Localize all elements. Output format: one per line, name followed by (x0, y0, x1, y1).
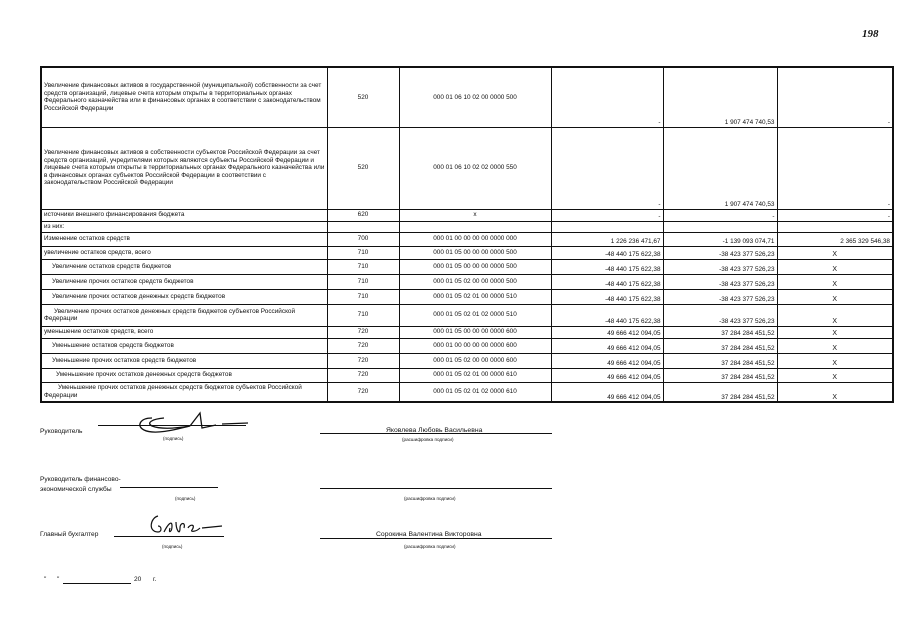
row-kbk: 000 01 05 00 00 00 0000 600 (399, 326, 551, 338)
head-sign-caption: (подпись) (163, 436, 184, 441)
row-kbk: 000 01 05 02 00 00 0000 600 (399, 353, 551, 368)
row-name: Уменьшение прочих остатков денежных средств бюджетов субъектов Российской Федерации (41, 382, 327, 402)
row-name: Увеличение прочих остатков средств бюджетов (41, 274, 327, 289)
row-kbk: 000 01 00 00 00 00 0000 600 (399, 338, 551, 353)
table-row (41, 274, 893, 289)
row-code: 720 (327, 338, 399, 353)
row-exec: -1 139 093 074,71 (663, 232, 777, 246)
table-row (41, 368, 893, 382)
row-name: увеличение остатков средств, всего (41, 246, 327, 259)
page-number: 198 (862, 28, 879, 40)
signature-scribble-head (130, 410, 250, 438)
row-name: Уменьшение прочих остатков денежных средств бюджетов (41, 368, 327, 382)
table-row (41, 232, 893, 246)
table-row (41, 326, 893, 338)
table-row (41, 246, 893, 259)
row-name: Уменьшение остатков средств бюджетов (41, 338, 327, 353)
row-exec: 37 284 284 451,52 (663, 368, 777, 382)
row-exec: 37 284 284 451,52 (663, 338, 777, 353)
chief-name-line (320, 538, 552, 539)
row-exec: 1 907 474 740,53 (663, 67, 777, 127)
row-name: уменьшение остатков средств, всего (41, 326, 327, 338)
row-plan: - (551, 209, 663, 221)
row-name: Увеличение финансовых активов в собственности субъектов Российской Федерации за счет средств организаций, учредителями которых являются субъекты Российской Федерации и лицевые счета которым открыты в территориальных органах Федерального казначейства или в финансовых органах субъектов Российской Федерации в соответствии с законодательством Российской Федерации (41, 127, 327, 209)
signature-scribble-chief (140, 510, 230, 542)
row-code: 720 (327, 353, 399, 368)
row-exec: 37 284 284 451,52 (663, 382, 777, 402)
row-code: 710 (327, 259, 399, 274)
row-exec: -38 423 377 526,23 (663, 246, 777, 259)
fin-name-line (320, 488, 552, 489)
chief-sign-caption: (подпись) (162, 544, 183, 549)
fin-name-caption: (расшифровка подписи) (404, 496, 456, 501)
head-name-caption: (расшифровка подписи) (402, 437, 454, 442)
row-exec: 37 284 284 451,52 (663, 326, 777, 338)
row-kbk (399, 221, 551, 232)
row-plan: -48 440 175 622,38 (551, 246, 663, 259)
fin-sign-line (120, 487, 218, 488)
sources-table (40, 66, 894, 403)
row-exec: -38 423 377 526,23 (663, 289, 777, 304)
row-plan (551, 221, 663, 232)
row-exec: -38 423 377 526,23 (663, 259, 777, 274)
row-code: 720 (327, 326, 399, 338)
table-row (41, 209, 893, 221)
row-name: Изменение остатков средств (41, 232, 327, 246)
row-code: 710 (327, 246, 399, 259)
row-unexec: X (777, 382, 893, 402)
table-row (41, 259, 893, 274)
row-unexec: - (777, 67, 893, 127)
row-unexec: X (777, 246, 893, 259)
chief-name-caption: (расшифровка подписи) (404, 544, 456, 549)
row-unexec: X (777, 289, 893, 304)
row-kbk: 000 01 05 00 00 00 0000 500 (399, 246, 551, 259)
row-unexec: X (777, 368, 893, 382)
row-kbk: 000 01 05 00 00 00 0000 500 (399, 259, 551, 274)
table-row (41, 338, 893, 353)
row-name: Увеличение прочих остатков денежных средств бюджетов субъектов Российской Федерации (41, 304, 327, 326)
row-plan: 49 666 412 094,05 (551, 368, 663, 382)
row-plan: -48 440 175 622,38 (551, 304, 663, 326)
row-kbk: 000 01 06 10 02 02 0000 550 (399, 127, 551, 209)
table-row (41, 382, 893, 402)
table-row (41, 221, 893, 232)
row-plan: - (551, 67, 663, 127)
row-name: источники внешнего финансирования бюджета (41, 209, 327, 221)
row-exec: -38 423 377 526,23 (663, 304, 777, 326)
row-unexec: 2 365 329 546,38 (777, 232, 893, 246)
row-plan: -48 440 175 622,38 (551, 259, 663, 274)
row-code: 720 (327, 382, 399, 402)
table-row (41, 304, 893, 326)
head-label: Руководитель (40, 428, 83, 435)
row-plan: 1 226 236 471,67 (551, 232, 663, 246)
chief-name: Сорокина Валентина Викторовна (376, 531, 482, 538)
fin-label-1: Руководитель финансово- (40, 476, 121, 483)
row-unexec: X (777, 326, 893, 338)
date-month-line (63, 583, 131, 584)
row-kbk: 000 01 05 02 01 02 0000 610 (399, 382, 551, 402)
row-name: из них: (41, 221, 327, 232)
chief-label: Главный бухгалтер (40, 531, 99, 538)
row-code: 720 (327, 368, 399, 382)
row-unexec: - (777, 209, 893, 221)
row-name: Уменьшение прочих остатков средств бюджетов (41, 353, 327, 368)
row-plan: - (551, 127, 663, 209)
row-unexec: X (777, 274, 893, 289)
table-row (41, 127, 893, 209)
row-exec: 1 907 474 740,53 (663, 127, 777, 209)
row-name: Увеличение остатков средств бюджетов (41, 259, 327, 274)
row-code: 700 (327, 232, 399, 246)
date-quote-open: " (44, 576, 47, 583)
row-exec (663, 221, 777, 232)
fin-label-2: экономической службы (40, 486, 112, 493)
table-row (41, 67, 893, 127)
row-name: Увеличение финансовых активов в государственной (муниципальной) собственности за счет средств организаций, лицевые счета которым открыты в территориальных органах Федерального казначейства или в финансовых органах в соответствии с законодательством Российской Федерации (41, 67, 327, 127)
row-kbk: 000 01 00 00 00 00 0000 000 (399, 232, 551, 246)
row-plan: -48 440 175 622,38 (551, 274, 663, 289)
date-quote-close: " (57, 576, 60, 583)
row-kbk: 000 01 05 02 00 00 0000 500 (399, 274, 551, 289)
table-row (41, 289, 893, 304)
row-code: 710 (327, 304, 399, 326)
row-code (327, 221, 399, 232)
row-plan: 49 666 412 094,05 (551, 353, 663, 368)
row-plan: 49 666 412 094,05 (551, 382, 663, 402)
row-plan: 49 666 412 094,05 (551, 326, 663, 338)
row-plan: -48 440 175 622,38 (551, 289, 663, 304)
date-suffix: г. (153, 576, 157, 583)
row-exec: - (663, 209, 777, 221)
row-code: 520 (327, 67, 399, 127)
row-kbk: 000 01 05 02 01 00 0000 610 (399, 368, 551, 382)
row-name: Увеличение прочих остатков денежных средств бюджетов (41, 289, 327, 304)
row-kbk: 000 01 05 02 01 02 0000 510 (399, 304, 551, 326)
head-name: Яковлева Любовь Васильевна (386, 427, 483, 434)
row-kbk: 000 01 05 02 01 00 0000 510 (399, 289, 551, 304)
row-exec: 37 284 284 451,52 (663, 353, 777, 368)
head-name-line (320, 433, 552, 434)
row-exec: -38 423 377 526,23 (663, 274, 777, 289)
row-kbk: x (399, 209, 551, 221)
row-unexec: X (777, 338, 893, 353)
row-plan: 49 666 412 094,05 (551, 338, 663, 353)
row-kbk: 000 01 06 10 02 00 0000 500 (399, 67, 551, 127)
row-code: 710 (327, 274, 399, 289)
row-code: 620 (327, 209, 399, 221)
table-row (41, 353, 893, 368)
date-year: 20 (134, 576, 142, 583)
row-unexec: X (777, 353, 893, 368)
row-unexec: X (777, 304, 893, 326)
row-code: 520 (327, 127, 399, 209)
row-unexec: - (777, 127, 893, 209)
row-code: 710 (327, 289, 399, 304)
fin-sign-caption: (подпись) (175, 496, 196, 501)
row-unexec: X (777, 259, 893, 274)
row-unexec (777, 221, 893, 232)
